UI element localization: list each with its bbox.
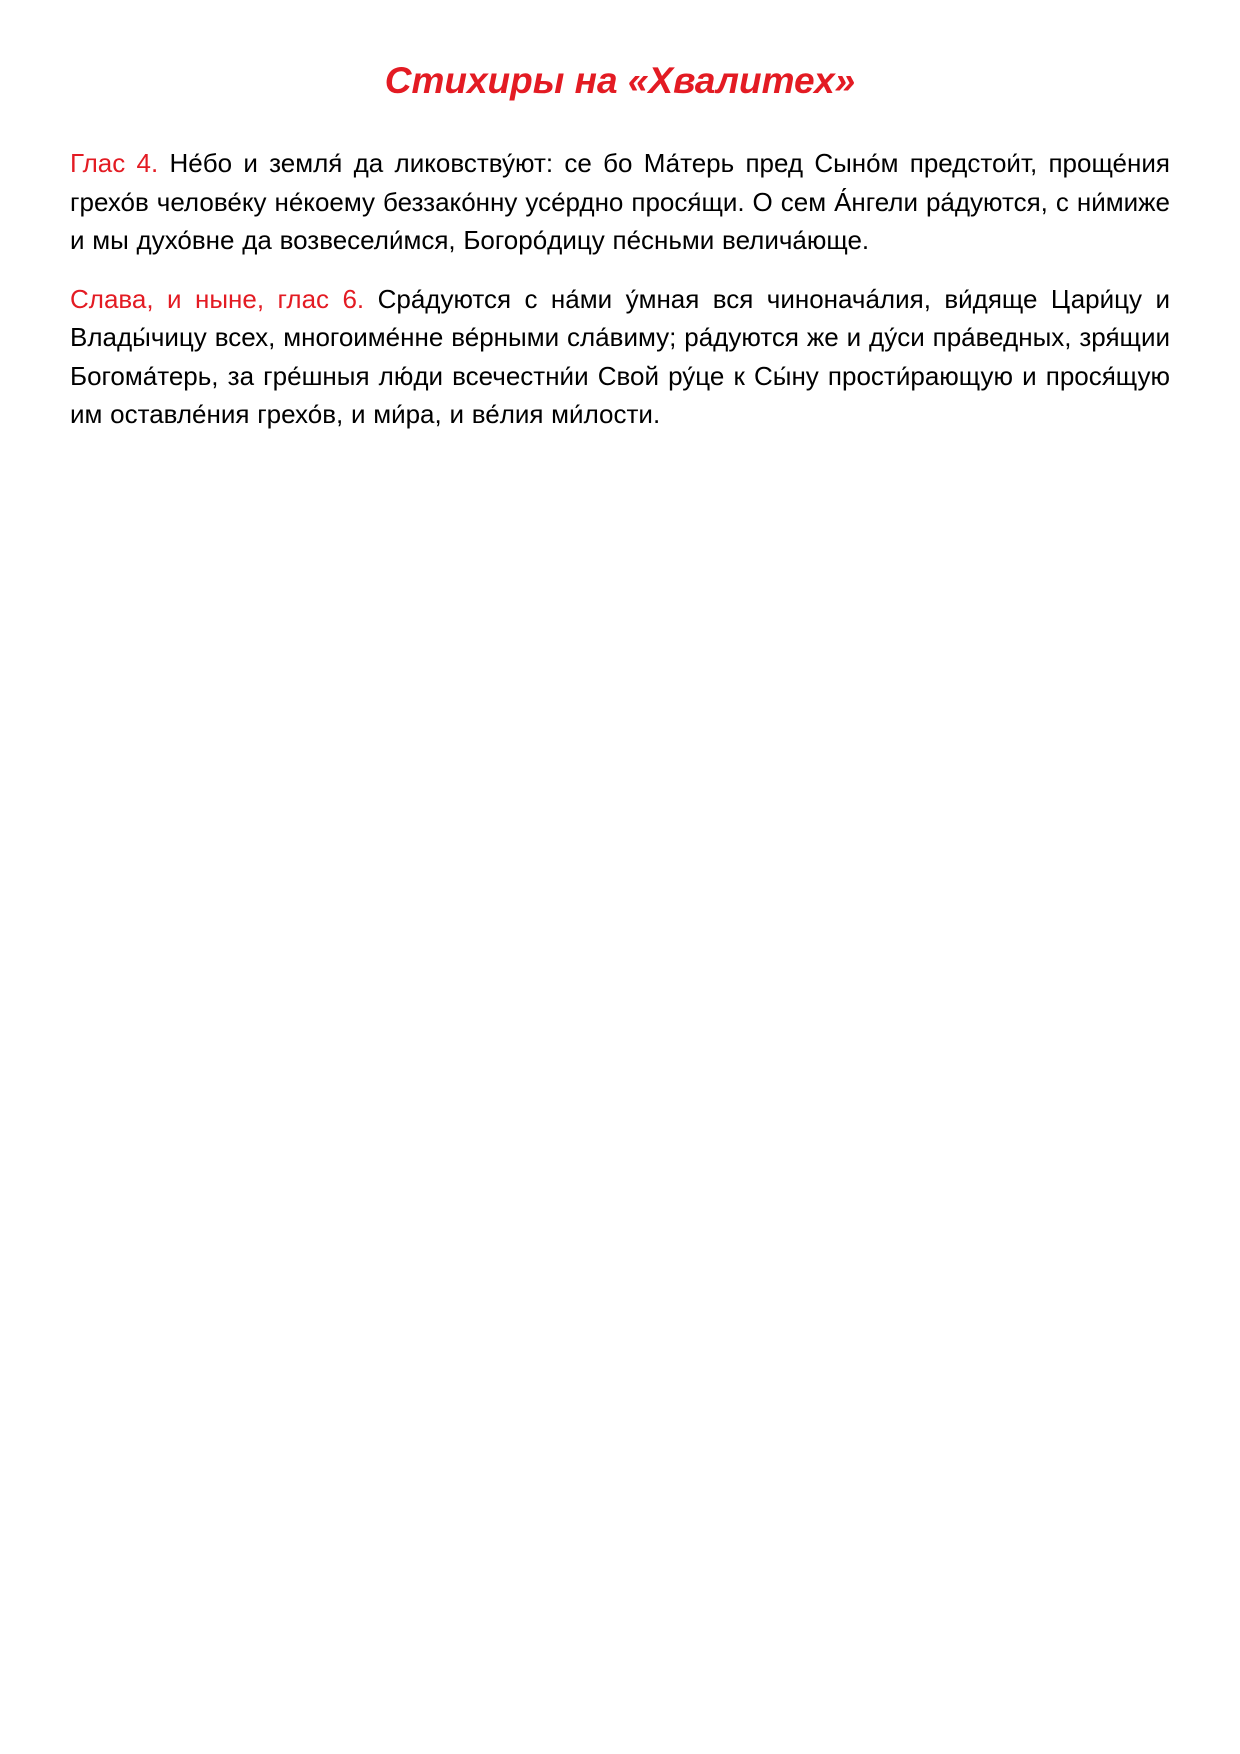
rubric-label: Слава, и ныне, глас 6.: [70, 283, 365, 314]
page-title: Стихиры на «Хвалитех»: [384, 60, 856, 101]
rubric-label: Глас 4.: [70, 148, 159, 178]
paragraph-text: Сра́дуются с на́ми у́мная вся чиноначáлия, ви́дяще Цари́цу и Влады́чицу всех, многоиме́нне ве́рными сла́виму; ра́дуются же и ду́си пра́ведных, зря́щии Богома́терь, за гре́шныя лю́ди всечестни́и Свой ру́це к Сы́ну прости́рающую и прося́щую им оставле́ния грехо́в, и ми́ра, и ве́лия ми́лости.: [70, 283, 1171, 429]
document-body: [70, 144, 1170, 454]
paragraph-slava-glas-6: [70, 280, 1170, 434]
paragraph-glas-4: [70, 144, 1170, 260]
paragraph-text: Не́бо и земля́ да ликовству́ют: се бо Ма́терь пред Сыно́м предстои́т, проще́ния грехо́в челове́ку не́коему беззако́нну усе́рдно прося́щи. О сем А́нгели ра́дуются, с ни́миже и мы духо́вне да возвесели́мся, Богоро́дицу пе́сньми велича́юще.: [70, 148, 1170, 255]
